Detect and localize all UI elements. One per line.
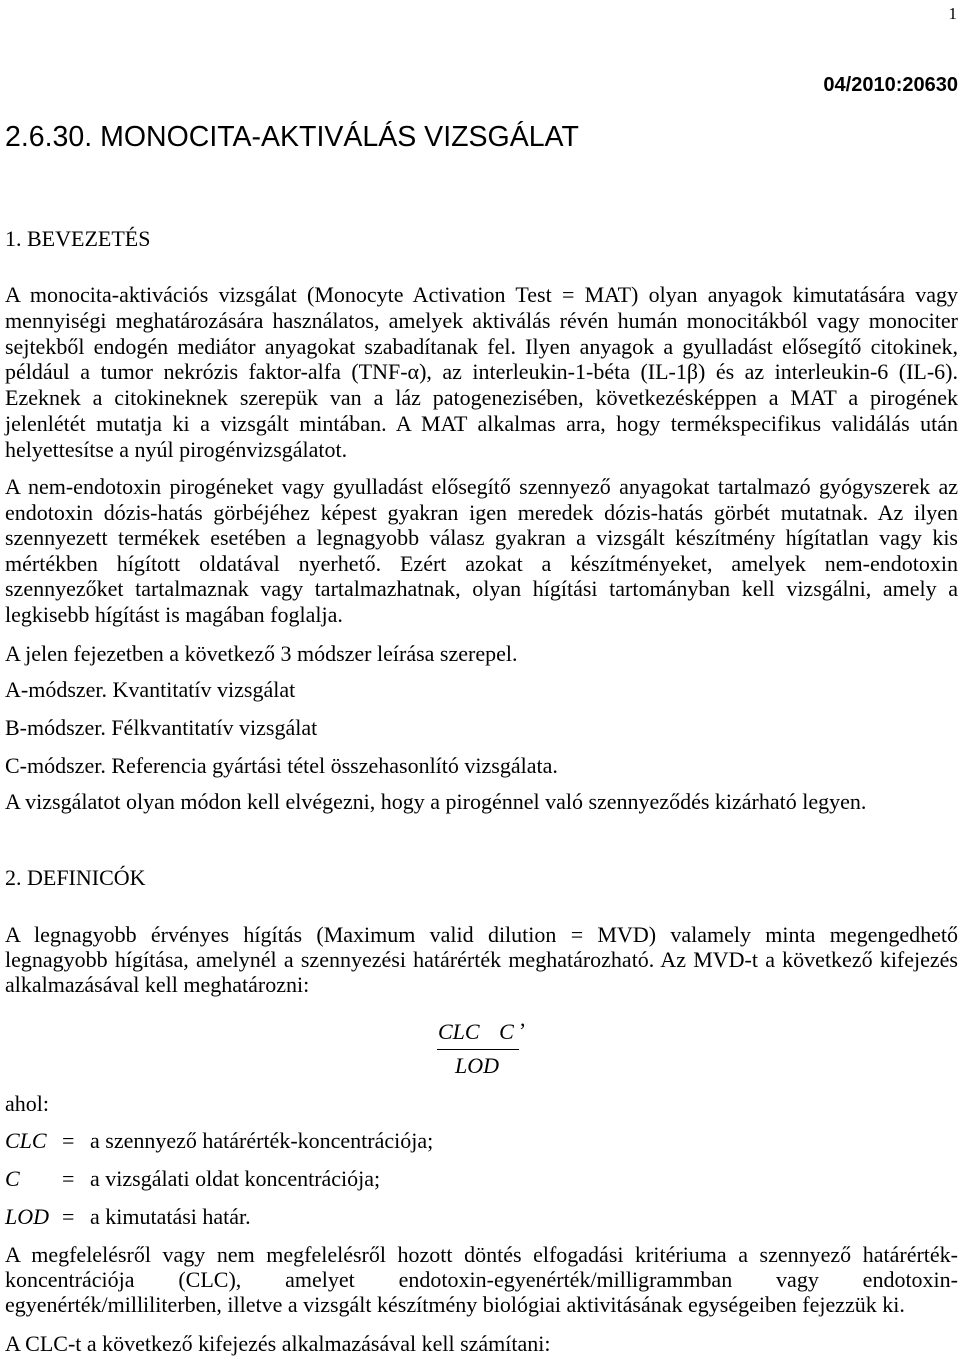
text-line: A nem-endotoxin pirogéneket vagy gyulladást elősegítő szennyező anyagokat tartalmazó gyógyszerek az xyxy=(5,474,958,499)
page-number: 1 xyxy=(948,4,957,23)
formula-mark: , xyxy=(520,1006,526,1031)
definition-text: a vizsgálati oldat koncentrációja; xyxy=(90,1166,381,1191)
paragraph-mvd-definition xyxy=(5,922,958,997)
document-code: 04/2010:20630 xyxy=(823,74,958,96)
definition-symbol: CLC xyxy=(5,1128,47,1153)
definition-row xyxy=(0,1128,960,1154)
text-line: A monocita-aktivációs vizsgálat (Monocyte Activation Test = MAT) olyan anyagok kimutatására vagy xyxy=(5,282,958,307)
paragraph-mat-description xyxy=(5,282,958,463)
text-line: mértékben hígított oldatával nyerhető. Ezért azokat a készítményeket, amelyek nem-endotoxin xyxy=(5,550,958,576)
text-line: legkisebb hígítást is magában foglalja. xyxy=(5,601,343,627)
definition-equals: = xyxy=(62,1204,75,1229)
text-line: A legnagyobb érvényes hígítás (Maximum valid dilution = MVD) valamely minta megengedhető xyxy=(5,922,958,947)
text-line: alkalmazásával kell meghatározni: xyxy=(5,972,310,997)
formula-denominator: LOD xyxy=(455,1053,500,1078)
page-title: 2.6.30. MONOCITA-AKTIVÁLÁS VIZSGÁLAT xyxy=(5,121,579,153)
definition-row xyxy=(0,1204,960,1230)
section-heading-definitions: 2. DEFINICÓK xyxy=(5,865,146,890)
section2-closing: A CLC-t a következő kifejezés alkalmazásával kell számítani: xyxy=(5,1331,551,1356)
text-line: mennyiségi meghatározására használatos, amelyek aktiválás révén humán monocitákból vagy monociter xyxy=(5,307,958,333)
paragraph-clc-criterion xyxy=(5,1242,958,1317)
text-line: A megfelelésről vagy nem megfelelésről hozott döntés elfogadási kritériuma a szennyező határérték- xyxy=(5,1242,958,1267)
paragraph-non-endotoxin-pyrogens xyxy=(5,474,958,628)
text-line: koncentrációja (CLC), amelyet endotoxin-egyenérték/milligrammban vagy endotoxin- xyxy=(5,1267,958,1292)
text-line: sejtekből endogén mediátor anyagokat szabadítanak fel. Ilyen anyagok a gyulladást elősegítő citokinek, xyxy=(5,333,958,359)
method-c: C-módszer. Referencia gyártási tétel összehasonlító vizsgálata. xyxy=(5,753,558,778)
text-line: Ezeknek a citokineknek szerepük van a láz patogenezisében, következésképpen a MAT a pirogének xyxy=(5,385,958,411)
method-b: B-módszer. Félkvantitatív vizsgálat xyxy=(5,715,318,740)
definition-symbol: LOD xyxy=(5,1204,50,1229)
text-line: szennyezett termékek esetében a legnagyobb válasz gyakran a vizsgált készítmény hígítatlan vagy kis xyxy=(5,525,958,551)
text-line: egyenérték/milliliterben, illetve a vizsgált készítmény biológiai aktivitásának egységeiben fejezzük ki. xyxy=(5,1292,905,1317)
text-line: jelenlétét mutatja ki a vizsgált mintában. A MAT alkalmas arra, hogy termékspecifikus validálás után xyxy=(5,410,958,436)
text-line: szennyezőket tartalmaznak vagy tartalmazhatnak, olyan hígítási tartományban kell vizsgálni, amely a xyxy=(5,576,958,602)
text-line: helyettesítse a nyúl pirogénvizsgálatot. xyxy=(5,436,348,462)
definition-text: a kimutatási határ. xyxy=(90,1204,251,1229)
definition-equals: = xyxy=(62,1166,75,1191)
methods-intro: A jelen fejezetben a következő 3 módszer leírása szerepel. xyxy=(5,641,518,666)
definition-row xyxy=(0,1166,960,1192)
text-line: például a tumor nekrózis faktor-alfa (TNF-α), az interleukin-1-béta (IL-1β) és az interleukin-6 (IL-6). xyxy=(5,359,958,385)
definition-text: a szennyező határérték-koncentrációja; xyxy=(90,1128,434,1153)
method-a: A-módszer. Kvantitatív vizsgálat xyxy=(5,677,296,702)
fraction-line xyxy=(437,1049,519,1050)
text-line: legnagyobb hígítása, amelynél a szennyezési határérték meghatározható. Az MVD-t a következő kifejezés xyxy=(5,947,958,972)
section-heading-introduction: 1. BEVEZETÉS xyxy=(5,226,151,251)
where-label: ahol: xyxy=(5,1091,49,1116)
text-line: endotoxin dózis-hatás görbéjéhez képest gyakran igen meredek dózis-hatás görbét mutatnak. Az ilyen xyxy=(5,499,958,525)
section1-closing: A vizsgálatot olyan módon kell elvégezni, hogy a pirogénnel való szennyeződés kizárható legyen. xyxy=(5,789,867,814)
definition-symbol: C xyxy=(5,1166,20,1191)
definition-equals: = xyxy=(62,1128,75,1153)
formula-numerator: CLC C xyxy=(438,1019,514,1044)
